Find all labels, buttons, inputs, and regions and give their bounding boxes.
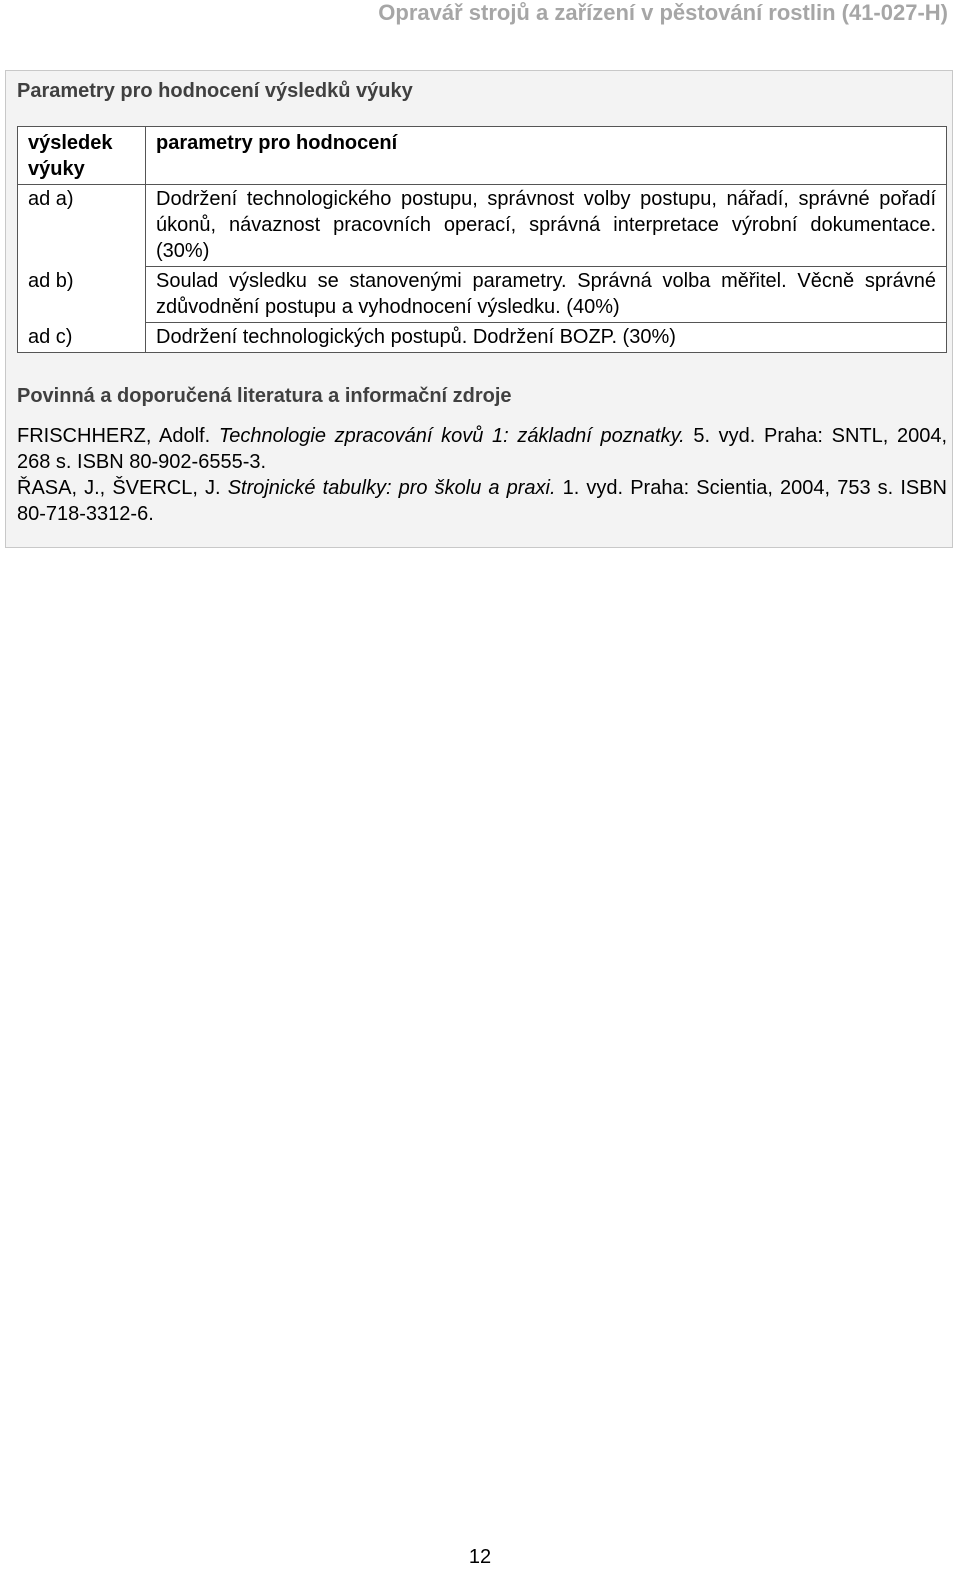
reference-item	[17, 475, 947, 527]
reference-item	[17, 423, 947, 475]
outcome-cell: ad c)	[18, 323, 146, 353]
outcome-cell: ad a)	[18, 185, 146, 267]
literature-section-title: Povinná a doporučená literatura a informační zdroje	[17, 385, 512, 407]
table-row	[18, 185, 947, 267]
col-header-outcome: výsledek výuky	[18, 127, 146, 185]
literature-list	[17, 423, 947, 527]
evaluation-table	[17, 126, 947, 353]
col-header-parameters: parametry pro hodnocení	[146, 127, 947, 185]
reference-author: ŘASA, J., ŠVERCL, J.	[17, 477, 221, 499]
reference-title: Technologie zpracování kovů 1: základní poznatky.	[218, 425, 685, 447]
parameter-cell: Soulad výsledku se stanovenými parametry. Správná volba měřitel. Věcně správné zdůvodnění postupu a vyhodnocení výsledku. (40%)	[146, 267, 947, 323]
table-row	[18, 323, 947, 353]
table-row	[18, 267, 947, 323]
reference-title: Strojnické tabulky: pro školu a praxi.	[227, 477, 556, 499]
reference-author: FRISCHHERZ, Adolf.	[17, 425, 211, 447]
evaluation-frame	[5, 70, 953, 548]
evaluation-section-title: Parametry pro hodnocení výsledků výuky	[17, 80, 413, 102]
parameter-cell: Dodržení technologického postupu, správnost volby postupu, nářadí, správné pořadí úkonů, návaznost pracovních operací, správná interpretace výrobní dokumentace. (30%)	[146, 185, 947, 267]
page-number: 12	[468, 1546, 492, 1568]
running-header-title: Opravář strojů a zařízení v pěstování rostlin (41-027-H)	[378, 0, 948, 25]
parameter-cell: Dodržení technologických postupů. Dodržení BOZP. (30%)	[146, 323, 947, 353]
reference-details: 5. vyd. Praha: SNTL, 2004, 268 s. ISBN 80-902-6555-3.	[17, 425, 947, 473]
outcome-cell: ad b)	[18, 267, 146, 323]
reference-details: 1. vyd. Praha: Scientia, 2004, 753 s. ISBN 80-718-3312-6.	[17, 477, 947, 525]
table-header-row	[18, 127, 947, 185]
